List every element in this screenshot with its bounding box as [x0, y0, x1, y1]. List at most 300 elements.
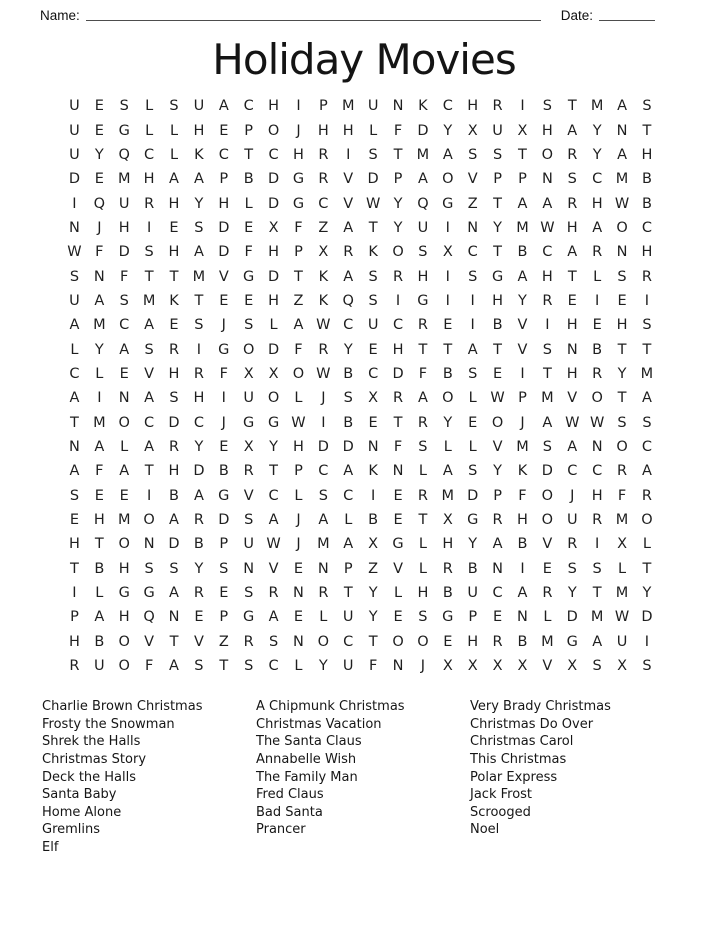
grid-letter: U — [417, 219, 429, 236]
grid-letter: X — [567, 658, 578, 675]
grid-letter: N — [392, 463, 404, 480]
grid-letter: O — [641, 512, 653, 529]
word-list-item: Christmas Vacation — [256, 716, 382, 732]
grid-letter: S — [119, 98, 129, 115]
grid-letter: H — [591, 487, 603, 504]
grid-letter: G — [243, 268, 255, 285]
grid-letter: T — [592, 585, 602, 602]
word-list-item: The Family Man — [256, 769, 358, 785]
grid-letter: C — [69, 365, 80, 382]
grid-letter: T — [70, 414, 79, 431]
grid-letter: R — [592, 365, 603, 382]
grid-letter: I — [146, 487, 152, 504]
grid-letter: U — [69, 146, 80, 163]
grid-letter: A — [144, 317, 155, 334]
grid-letter: C — [542, 244, 553, 261]
grid-letter: H — [591, 195, 603, 212]
grid-letter: L — [294, 390, 303, 407]
grid-letter: D — [641, 609, 653, 626]
grid-letter: A — [268, 609, 279, 626]
grid-letter: W — [565, 414, 580, 431]
grid-letter: U — [492, 122, 503, 139]
grid-letter: R — [641, 487, 652, 504]
grid-letter: S — [318, 487, 328, 504]
grid-letter: G — [292, 195, 305, 212]
grid-letter: A — [94, 609, 105, 626]
grid-letter: H — [168, 463, 180, 480]
grid-letter: R — [268, 585, 279, 602]
grid-letter: R — [592, 512, 603, 529]
grid-letter: R — [168, 341, 180, 358]
grid-letter: H — [566, 317, 578, 334]
grid-letter: A — [417, 171, 428, 188]
grid-letter: P — [343, 560, 353, 577]
grid-letter: L — [617, 560, 627, 577]
grid-letter: X — [442, 512, 453, 529]
grid-letter: B — [492, 317, 503, 334]
grid-letter: S — [492, 146, 503, 163]
grid-letter: B — [517, 536, 528, 553]
grid-letter: I — [445, 219, 450, 236]
grid-letter: M — [117, 171, 131, 188]
grid-letter: P — [518, 171, 527, 188]
grid-letter: H — [168, 365, 180, 382]
grid-letter: U — [243, 390, 254, 407]
grid-letter: A — [542, 195, 553, 212]
grid-letter: N — [392, 98, 404, 115]
grid-letter: P — [468, 609, 478, 626]
grid-letter: I — [545, 317, 550, 334]
grid-letter: C — [268, 146, 279, 163]
grid-letter: A — [617, 146, 627, 163]
grid-letter: R — [168, 438, 180, 455]
grid-letter: R — [243, 633, 254, 650]
grid-letter: S — [418, 609, 428, 626]
grid-letter: Y — [493, 463, 503, 480]
grid-letter: I — [520, 560, 525, 577]
grid-letter: O — [242, 341, 255, 358]
grid-letter: J — [296, 512, 301, 529]
grid-letter: N — [392, 658, 404, 675]
grid-letter: P — [493, 171, 502, 188]
grid-letter: S — [169, 98, 179, 115]
word-list-item: Christmas Carol — [470, 734, 574, 750]
grid-letter: H — [193, 390, 205, 407]
grid-letter: E — [169, 317, 179, 334]
word-list-item: Christmas Story — [42, 752, 147, 768]
grid-letter: B — [193, 536, 204, 553]
grid-letter: Y — [94, 146, 104, 163]
grid-letter: D — [218, 244, 230, 261]
grid-letter: V — [144, 365, 155, 382]
grid-letter: N — [317, 560, 329, 577]
grid-letter: L — [244, 195, 253, 212]
grid-letter: O — [541, 512, 554, 529]
grid-letter: W — [67, 244, 82, 261]
grid-letter: Y — [592, 122, 602, 139]
grid-letter: D — [267, 171, 280, 188]
grid-letter: N — [492, 560, 504, 577]
word-search-grid — [62, 94, 728, 678]
grid-letter: H — [317, 122, 329, 139]
grid-letter: B — [641, 195, 652, 212]
grid-letter: Y — [443, 414, 453, 431]
grid-letter: K — [318, 268, 329, 285]
word-list — [42, 698, 728, 856]
grid-letter: E — [368, 414, 378, 431]
grid-letter: J — [97, 219, 102, 236]
grid-letter: X — [617, 658, 627, 675]
grid-letter: S — [144, 341, 154, 358]
grid-letter: T — [244, 146, 254, 163]
grid-letter: E — [493, 365, 503, 382]
grid-letter: B — [343, 414, 354, 431]
grid-letter: A — [69, 317, 80, 334]
grid-letter: M — [192, 268, 206, 285]
grid-letter: H — [392, 341, 404, 358]
grid-letter: D — [68, 171, 81, 188]
grid-letter: V — [144, 633, 155, 650]
grid-letter: H — [143, 171, 155, 188]
word-list-item: Santa Baby — [42, 787, 117, 803]
grid-letter: A — [343, 536, 354, 553]
grid-letter: L — [145, 122, 154, 139]
grid-letter: E — [244, 292, 254, 309]
grid-letter: J — [296, 122, 301, 139]
grid-letter: B — [467, 560, 478, 577]
grid-letter: H — [193, 122, 205, 139]
grid-letter: N — [616, 122, 628, 139]
grid-letter: E — [219, 438, 229, 455]
grid-letter: C — [243, 98, 254, 115]
grid-letter: I — [520, 98, 525, 115]
grid-letter: Y — [617, 365, 627, 382]
grid-letter: B — [641, 171, 652, 188]
grid-letter: R — [392, 390, 404, 407]
grid-letter: K — [194, 146, 204, 163]
date-label: Date: — [560, 8, 593, 23]
grid-letter: E — [293, 609, 304, 626]
word-list-item: Very Brady Christmas — [470, 699, 611, 715]
grid-letter: N — [517, 609, 528, 626]
grid-letter: H — [566, 365, 578, 382]
grid-letter: I — [72, 585, 77, 602]
grid-letter: I — [595, 536, 600, 553]
grid-letter: F — [617, 487, 627, 504]
grid-letter: F — [244, 244, 253, 261]
grid-letter: W — [266, 536, 281, 553]
grid-letter: H — [118, 560, 130, 577]
grid-letter: L — [468, 390, 477, 407]
date-field-line — [599, 6, 655, 21]
grid-letter: K — [169, 292, 179, 309]
grid-letter: E — [393, 512, 403, 529]
grid-letter: L — [418, 463, 427, 480]
word-list-column — [256, 698, 470, 856]
grid-letter: U — [69, 98, 80, 115]
grid-letter: R — [343, 244, 354, 261]
grid-letter: I — [370, 487, 376, 504]
grid-letter: N — [566, 341, 578, 358]
grid-letter: A — [592, 219, 603, 236]
grid-letter: Q — [342, 292, 354, 309]
grid-letter: F — [294, 341, 303, 358]
grid-letter: H — [492, 292, 504, 309]
grid-letter: I — [321, 414, 326, 431]
grid-letter: L — [169, 122, 179, 139]
grid-letter: R — [492, 512, 503, 529]
grid-letter: Y — [194, 560, 204, 577]
grid-letter: O — [118, 536, 130, 553]
grid-letter: R — [318, 585, 329, 602]
grid-letter: F — [95, 244, 104, 261]
grid-letter: F — [219, 365, 228, 382]
grid-letter: R — [193, 365, 204, 382]
grid-letter: T — [269, 463, 278, 480]
grid-letter: P — [244, 122, 254, 139]
grid-letter: Y — [518, 292, 527, 309]
grid-letter: X — [318, 244, 329, 261]
grid-letter: O — [616, 219, 628, 236]
grid-letter: H — [68, 633, 80, 650]
grid-letter: J — [321, 390, 326, 407]
grid-letter: A — [169, 171, 179, 188]
grid-letter: H — [118, 219, 130, 236]
grid-letter: L — [319, 609, 328, 626]
grid-letter: P — [294, 244, 303, 261]
grid-letter: B — [442, 585, 453, 602]
grid-letter: P — [493, 487, 502, 504]
grid-letter: Y — [567, 585, 577, 602]
grid-letter: P — [219, 609, 229, 626]
grid-letter: U — [566, 512, 578, 529]
grid-letter: W — [291, 414, 306, 431]
grid-letter: A — [442, 146, 453, 163]
grid-letter: V — [542, 536, 553, 553]
grid-letter: N — [69, 219, 80, 236]
grid-letter: A — [119, 463, 130, 480]
grid-letter: X — [617, 536, 627, 553]
grid-letter: P — [318, 98, 328, 115]
grid-letter: M — [541, 390, 554, 407]
grid-letter: C — [467, 244, 478, 261]
grid-letter: Y — [592, 146, 602, 163]
grid-letter: A — [69, 463, 80, 480]
grid-letter: Y — [269, 438, 278, 455]
grid-letter: S — [219, 560, 229, 577]
grid-letter: Y — [194, 195, 204, 212]
grid-letter: U — [367, 98, 379, 115]
grid-letter: P — [219, 171, 229, 188]
grid-letter: N — [616, 244, 628, 261]
grid-letter: V — [243, 487, 254, 504]
grid-letter: Y — [493, 219, 503, 236]
grid-letter: V — [467, 171, 478, 188]
grid-letter: M — [640, 365, 654, 382]
grid-letter: N — [143, 536, 155, 553]
grid-letter: F — [368, 658, 378, 675]
grid-letter: S — [194, 219, 204, 236]
grid-letter: A — [343, 463, 354, 480]
grid-letter: A — [169, 512, 179, 529]
grid-letter: R — [318, 146, 329, 163]
grid-letter: G — [143, 585, 155, 602]
grid-letter: L — [344, 512, 353, 529]
grid-letter: A — [517, 585, 528, 602]
grid-letter: R — [318, 171, 329, 188]
grid-letter: A — [542, 414, 553, 431]
grid-letter: O — [267, 122, 280, 139]
grid-letter: Y — [393, 219, 403, 236]
grid-letter: Y — [94, 341, 104, 358]
grid-letter: C — [368, 365, 379, 382]
word-list-item: Deck the Halls — [42, 769, 137, 785]
grid-letter: U — [69, 122, 80, 139]
grid-letter: R — [193, 512, 204, 529]
grid-letter: A — [268, 512, 279, 529]
grid-letter: Z — [293, 292, 304, 309]
grid-letter: V — [393, 560, 403, 577]
grid-letter: H — [293, 146, 304, 163]
grid-letter: B — [94, 560, 105, 577]
name-field-line — [86, 6, 541, 21]
grid-letter: U — [367, 317, 379, 334]
grid-letter: B — [94, 633, 105, 650]
grid-letter: N — [591, 438, 603, 455]
word-list-item: Gremlins — [42, 822, 101, 838]
grid-letter: K — [318, 292, 329, 309]
grid-letter: V — [268, 560, 279, 577]
grid-letter: R — [417, 317, 428, 334]
grid-letter: U — [467, 585, 478, 602]
grid-letter: T — [418, 512, 428, 529]
grid-letter: F — [294, 219, 303, 236]
grid-letter: J — [420, 658, 426, 675]
grid-letter: A — [193, 171, 204, 188]
grid-letter: G — [491, 268, 504, 285]
grid-letter: S — [642, 98, 652, 115]
grid-letter: F — [393, 438, 403, 455]
grid-letter: G — [218, 341, 230, 358]
grid-letter: H — [616, 317, 628, 334]
grid-letter: A — [492, 536, 503, 553]
grid-letter: L — [468, 438, 477, 455]
grid-letter: T — [642, 122, 652, 139]
grid-letter: A — [144, 438, 155, 455]
grid-letter: E — [567, 292, 577, 309]
grid-letter: M — [341, 98, 355, 115]
grid-letter: Y — [194, 438, 204, 455]
grid-letter: E — [219, 585, 229, 602]
grid-letter: H — [68, 536, 80, 553]
grid-letter: T — [493, 341, 503, 358]
grid-letter: Z — [218, 633, 229, 650]
grid-letter: F — [144, 658, 154, 675]
grid-letter: G — [392, 536, 404, 553]
word-list-item: Frosty the Snowman — [42, 716, 175, 732]
grid-letter: F — [393, 122, 403, 139]
grid-letter: X — [268, 365, 279, 382]
grid-letter: H — [417, 268, 429, 285]
grid-letter: C — [268, 658, 279, 675]
grid-letter: S — [542, 341, 552, 358]
grid-letter: S — [468, 463, 478, 480]
grid-letter: M — [615, 171, 629, 188]
grid-letter: L — [543, 609, 552, 626]
grid-letter: S — [642, 414, 652, 431]
grid-letter: I — [296, 98, 301, 115]
grid-letter: R — [417, 414, 428, 431]
grid-letter: S — [368, 268, 378, 285]
grid-letter: E — [293, 560, 304, 577]
grid-letter: O — [392, 244, 404, 261]
grid-letter: H — [541, 122, 553, 139]
grid-letter: U — [193, 98, 205, 115]
grid-letter: Z — [467, 195, 478, 212]
grid-letter: E — [94, 98, 104, 115]
grid-letter: X — [243, 365, 254, 382]
grid-letter: N — [69, 438, 80, 455]
grid-letter: C — [641, 438, 652, 455]
grid-letter: G — [267, 414, 280, 431]
grid-letter: H — [641, 146, 653, 163]
grid-letter: M — [93, 317, 106, 334]
grid-letter: D — [218, 219, 230, 236]
grid-letter: T — [493, 244, 503, 261]
grid-letter: H — [342, 122, 354, 139]
grid-letter: X — [517, 122, 528, 139]
grid-letter: K — [368, 463, 378, 480]
grid-letter: E — [94, 487, 104, 504]
grid-letter: U — [69, 292, 80, 309]
grid-letter: S — [194, 317, 204, 334]
word-list-column — [470, 698, 611, 856]
grid-letter: R — [567, 146, 578, 163]
grid-letter: S — [244, 317, 254, 334]
grid-letter: A — [218, 98, 229, 115]
grid-letter: O — [591, 390, 603, 407]
grid-letter: U — [243, 536, 254, 553]
grid-letter: H — [467, 98, 479, 115]
grid-letter: I — [97, 390, 102, 407]
grid-letter: O — [143, 512, 155, 529]
grid-letter: N — [118, 390, 130, 407]
grid-letter: U — [342, 609, 354, 626]
grid-letter: S — [468, 146, 478, 163]
grid-letter: T — [617, 341, 627, 358]
grid-letter: R — [641, 268, 652, 285]
word-list-column — [42, 698, 256, 856]
grid-letter: G — [467, 512, 479, 529]
grid-letter: A — [69, 390, 80, 407]
word-list-item: This Christmas — [470, 752, 567, 768]
grid-letter: P — [294, 463, 303, 480]
grid-letter: D — [566, 609, 578, 626]
grid-letter: I — [520, 365, 525, 382]
grid-letter: A — [318, 512, 329, 529]
grid-letter: A — [567, 244, 578, 261]
grid-letter: T — [567, 98, 577, 115]
grid-letter: X — [492, 658, 503, 675]
grid-letter: W — [614, 609, 630, 626]
grid-letter: O — [616, 438, 628, 455]
grid-letter: V — [542, 658, 553, 675]
grid-letter: O — [442, 390, 454, 407]
grid-letter: D — [417, 122, 429, 139]
grid-letter: T — [443, 341, 453, 358]
grid-letter: C — [492, 585, 503, 602]
grid-letter: G — [118, 585, 130, 602]
